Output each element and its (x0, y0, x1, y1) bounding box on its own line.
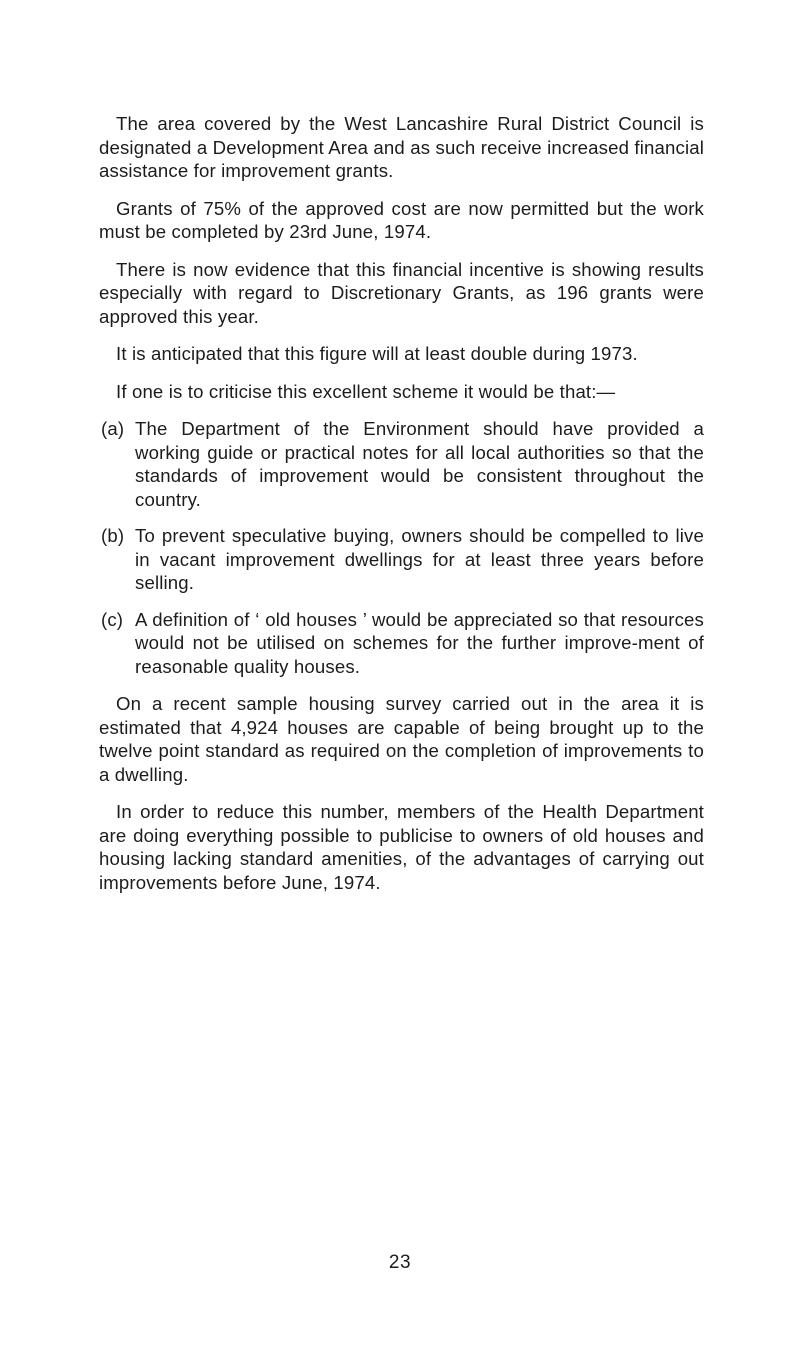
page-body (99, 112, 704, 908)
list-item-text: A definition of ‘ old houses ’ would be appreciated so that resources would not be utilised on schemes for the further improve-ment of reasonable quality houses. (135, 608, 704, 677)
paragraph-housing-survey: On a recent sample housing survey carried out in the area it is estimated that 4,924 houses are capable of being brought up to the twelve point standard as required on the completion of improvements to a dwelling. (99, 693, 704, 785)
paragraph-development-area: The area covered by the West Lancashire Rural District Council is designated a Development Area and as such receive increased financial assistance for improvement grants. (99, 113, 704, 181)
criticism-list (99, 417, 704, 678)
list-item-text: The Department of the Environment should have provided a working guide or practical notes for all local authorities so that the standards of improvement would be consistent throughout the country. (135, 418, 704, 510)
page-number: 23 (388, 1252, 412, 1273)
list-marker: (b) (101, 525, 125, 546)
list-item (99, 524, 704, 595)
list-item (99, 417, 704, 511)
list-item (99, 608, 704, 679)
paragraph-evidence: There is now evidence that this financial incentive is showing results especially with regard to Discretionary Grants, as 196 grants were approved this year. (99, 258, 704, 327)
paragraph-health-department: In order to reduce this number, members of the Health Department are doing everything possible to publicise to owners of old houses and housing lacking standard amenities, of the advantages of carrying out improvements before June, 1974. (99, 801, 704, 893)
paragraph-anticipated: It is anticipated that this figure will at least double during 1973. (116, 343, 638, 364)
paragraph-grant-rate: Grants of 75% of the approved cost are now permitted but the work must be completed by 23rd June, 1974. (99, 197, 704, 242)
list-item-text: To prevent speculative buying, owners should be compelled to live in vacant improvement dwellings for at least three years before selling. (135, 525, 704, 593)
paragraph-criticise-intro: If one is to criticise this excellent scheme it would be that:— (116, 380, 616, 402)
list-marker: (a) (101, 418, 125, 439)
list-marker: (c) (101, 608, 124, 630)
